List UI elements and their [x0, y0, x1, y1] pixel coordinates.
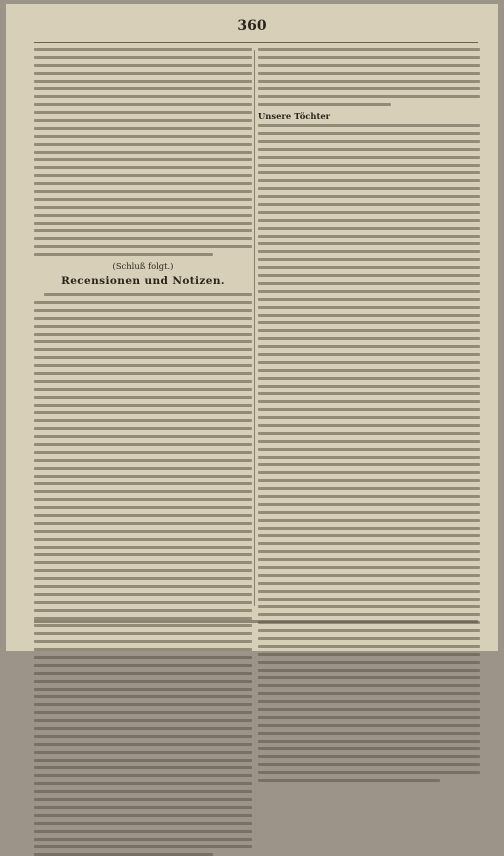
page-number: 360 [237, 18, 267, 34]
text-block-unreadable [258, 48, 480, 106]
column-divider [254, 50, 255, 606]
entry-title: Unsere Töchter [258, 111, 331, 122]
section-heading: Recensionen und Notizen. [61, 275, 225, 288]
header-rule [34, 42, 478, 43]
continuation-note: (Schluß folgt.) [112, 261, 174, 272]
footer-line-unreadable [34, 620, 478, 623]
text-block-unreadable [258, 124, 480, 782]
left-column [34, 48, 252, 608]
right-column [258, 48, 480, 608]
scanned-page [6, 4, 498, 651]
text-block-unreadable [34, 48, 252, 256]
text-block-unreadable [34, 293, 252, 856]
